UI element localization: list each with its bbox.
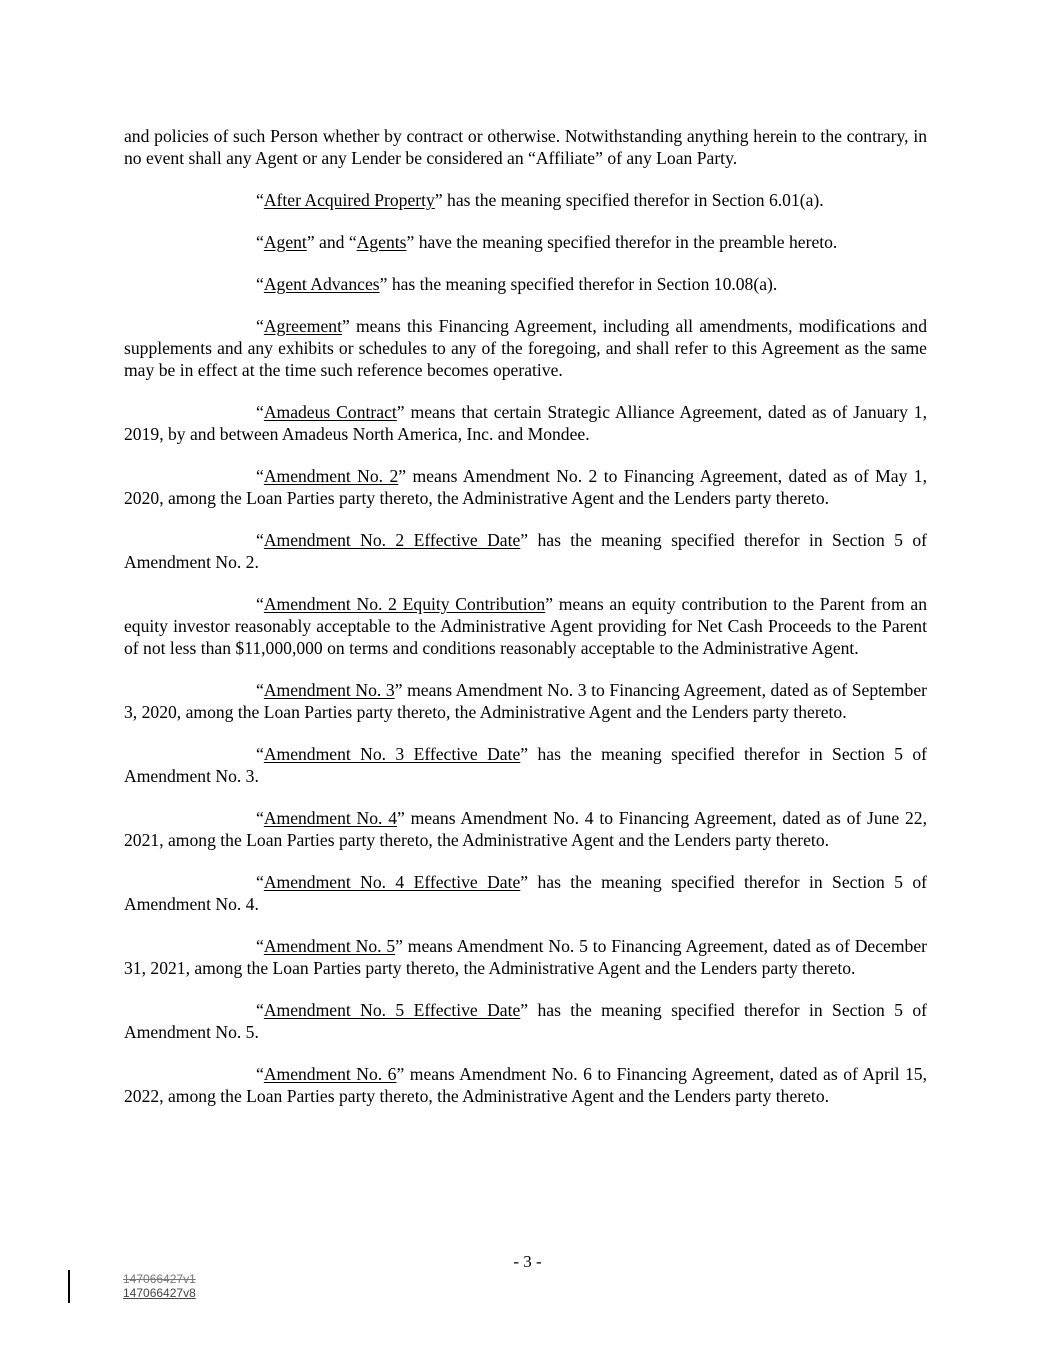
definition-text: ” means this Financing Agreement, including all amendments, modifications and supplements and any exhibits or schedules to any of the foregoing, and shall refer to this Agreement as the same may be in effect at the time such reference becomes operative. [124,316,927,380]
defined-term: Amendment No. 2 Equity Contribution [263,594,546,614]
defined-term: Amendment No. 2 Effective Date [263,530,521,550]
definition-text: ” has the meaning specified therefor in Section 5 of Amendment No. 2. [124,530,927,572]
defined-term: Amendment No. 4 Effective Date [263,872,521,892]
page-number: - 3 - [513,1252,542,1271]
document-id-old: 147066427v1 [123,1272,196,1286]
defined-term: Amendment No. 2 [263,466,399,486]
definition-text: ” means an equity contribution to the Parent from an equity investor reasonably acceptable to the Administrative Agent providing for Net Cash Proceeds to the Parent of not less than $11,000,000 on terms and conditions reasonably acceptable to the Administrative Agent. [124,594,927,658]
definition-text: ” means that certain Strategic Alliance Agreement, dated as of January 1, 2019, by and between Amadeus North America, Inc. and Mondee. [124,402,927,444]
definition-agreement: “Agreement” means this Financing Agreement, including all amendments, modifications and supplements and any exhibits or schedules to any of the foregoing, and shall refer to this Agreement as the same may be in effect at the time such reference becomes operative. [124,316,927,380]
definition-after-acquired-property: “After Acquired Property” has the meaning specified therefor in Section 6.01(a). [256,190,824,210]
definition-amendment-5: “Amendment No. 5” means Amendment No. 5 to Financing Agreement, dated as of December 31, 2021, among the Loan Parties party thereto, the Administrative Agent and the Lenders party thereto. [124,936,928,978]
defined-term: Agent [263,232,307,252]
definition-text: ” has the meaning specified therefor in Section 5 of Amendment No. 5. [124,1000,927,1042]
definition-agent: “Agent” and “Agents” have the meaning specified therefor in the preamble hereto. [256,232,838,252]
definition-amendment-2-effective-date: “Amendment No. 2 Effective Date” has the meaning specified therefor in Section 5 of Amendment No. 2. [124,530,927,572]
revision-change-bar [68,1270,70,1303]
definition-amendment-3: “Amendment No. 3” means Amendment No. 3 to Financing Agreement, dated as of September 3, 2020, among the Loan Parties party thereto, the Administrative Agent and the Lenders party thereto. [124,680,928,722]
definition-text: ” means Amendment No. 3 to Financing Agreement, dated as of September 3, 2020, among the Loan Parties party thereto, the Administrative Agent and the Lenders party thereto. [124,680,928,722]
document-body [124,125,927,1127]
definition-amendment-6: “Amendment No. 6” means Amendment No. 6 to Financing Agreement, dated as of April 15, 2022, among the Loan Parties party thereto, the Administrative Agent and the Lenders party thereto. [124,1064,927,1106]
defined-term: After Acquired Property [263,190,435,210]
definition-amendment-3-effective-date: “Amendment No. 3 Effective Date” has the meaning specified therefor in Section 5 of Amendment No. 3. [124,744,927,786]
defined-term: Agents [356,232,407,252]
definition-text: ” has the meaning specified therefor in Section 5 of Amendment No. 4. [124,872,927,914]
defined-term: Amendment No. 5 [263,936,396,956]
definition-text: ” has the meaning specified therefor in Section 6.01(a). [434,190,824,210]
definition-text: ” means Amendment No. 6 to Financing Agreement, dated as of April 15, 2022, among the Loan Parties party thereto, the Administrative Agent and the Lenders party thereto. [124,1064,927,1106]
defined-term: Amadeus Contract [263,402,397,422]
definition-text: ” means Amendment No. 2 to Financing Agreement, dated as of May 1, 2020, among the Loan Parties party thereto, the Administrative Agent and the Lenders party thereto. [124,466,927,508]
definition-text: ” has the meaning specified therefor in Section 5 of Amendment No. 3. [124,744,927,786]
definition-text: ” means Amendment No. 5 to Financing Agreement, dated as of December 31, 2021, among the Loan Parties party thereto, the Administrative Agent and the Lenders party thereto. [124,936,928,978]
paragraph-text: and policies of such Person whether by contract or otherwise. Notwithstanding anything herein to the contrary, in no event shall any Agent or any Lender be considered an “Affiliate” of any Loan Party. [124,126,927,168]
defined-term: Amendment No. 3 [263,680,395,700]
continuation-paragraph [124,125,927,169]
definition-amendment-4: “Amendment No. 4” means Amendment No. 4 to Financing Agreement, dated as of June 22, 2021, among the Loan Parties party thereto, the Administrative Agent and the Lenders party thereto. [124,808,928,850]
definition-text: ” means Amendment No. 4 to Financing Agreement, dated as of June 22, 2021, among the Loan Parties party thereto, the Administrative Agent and the Lenders party thereto. [124,808,928,850]
definition-amendment-2-equity-contribution: “Amendment No. 2 Equity Contribution” means an equity contribution to the Parent from an equity investor reasonably acceptable to the Administrative Agent providing for Net Cash Proceeds to the Parent of not less than $11,000,000 on terms and conditions reasonably acceptable to the Administrative Agent. [124,594,927,658]
defined-term: Amendment No. 6 [263,1064,397,1084]
definition-amadeus-contract: “Amadeus Contract” means that certain Strategic Alliance Agreement, dated as of January 1, 2019, by and between Amadeus North America, Inc. and Mondee. [124,402,927,444]
defined-term: Amendment No. 4 [263,808,398,828]
definition-agent-advances: “Agent Advances” has the meaning specified therefor in Section 10.08(a). [256,274,778,294]
definition-text: ” have the meaning specified therefor in the preamble hereto. [406,232,838,252]
defined-term: Agent Advances [263,274,380,294]
definition-amendment-5-effective-date: “Amendment No. 5 Effective Date” has the meaning specified therefor in Section 5 of Amendment No. 5. [124,1000,927,1042]
definition-amendment-4-effective-date: “Amendment No. 4 Effective Date” has the meaning specified therefor in Section 5 of Amendment No. 4. [124,872,927,914]
definition-text: ” has the meaning specified therefor in Section 10.08(a). [379,274,778,294]
document-id-block [123,1272,196,1300]
defined-term: Amendment No. 3 Effective Date [263,744,521,764]
defined-term: Agreement [263,316,342,336]
defined-term: Amendment No. 5 Effective Date [263,1000,521,1020]
definition-amendment-2: “Amendment No. 2” means Amendment No. 2 to Financing Agreement, dated as of May 1, 2020, among the Loan Parties party thereto, the Administrative Agent and the Lenders party thereto. [124,466,927,508]
document-id-new: 147066427v8 [123,1286,196,1300]
